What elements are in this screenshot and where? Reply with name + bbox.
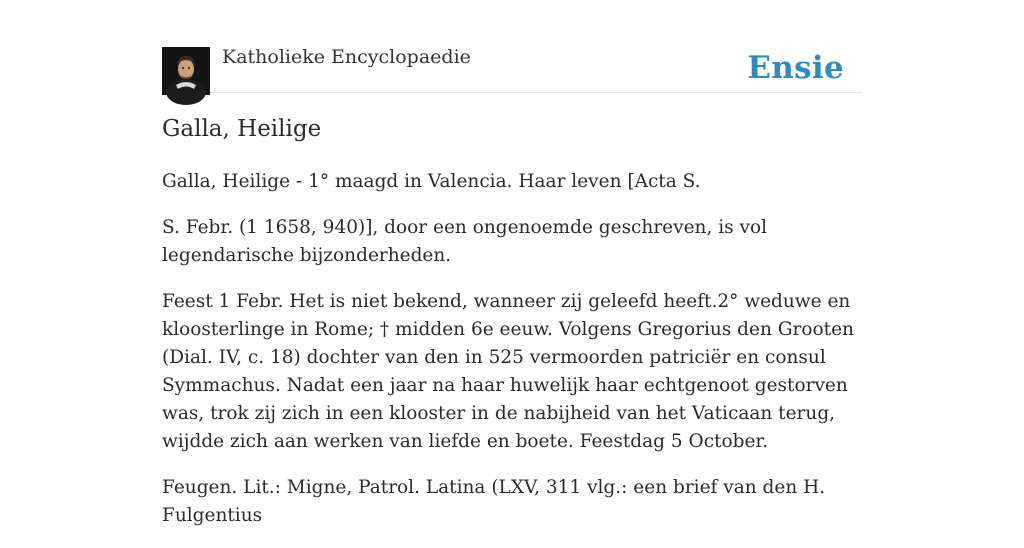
article-paragraph: Galla, Heilige - 1° maagd in Valencia. Haar leven [Acta S.	[162, 171, 701, 192]
site-title[interactable]: Katholieke Encyclopaedie	[222, 46, 471, 68]
site-header	[162, 44, 862, 93]
article-paragraph: S. Febr. (1 1658, 940)], door een ongenoemde geschreven, is vol legendarische bijzonderheden.	[162, 217, 767, 266]
article	[162, 112, 862, 548]
article-paragraph: Feugen. Lit.: Migne, Patrol. Latina (LXV, 311 vlg.: een brief van den H. Fulgentius	[162, 477, 826, 526]
portrait-avatar-icon	[162, 47, 210, 95]
avatar[interactable]	[162, 47, 210, 95]
article-paragraph: Feest 1 Febr. Het is niet bekend, wanneer zij geleefd heeft.2° weduwe en kloosterlinge in Rome; † midden 6e eeuw. Volgens Gregorius den Grooten (Dial. IV, c. 18) dochter van den in 525 vermoorden patriciër en consul Symmachus. Nadat een jaar na haar huwelijk haar echtgenoot gestorven was, trok zij zich in een klooster in de nabijheid van het Vaticaan terug, wijdde zich aan werken van liefde en boete. Feestdag 5 October.	[162, 291, 854, 452]
brand-logo[interactable]: Ensie	[747, 50, 844, 86]
article-title: Galla, Heilige	[162, 116, 322, 142]
